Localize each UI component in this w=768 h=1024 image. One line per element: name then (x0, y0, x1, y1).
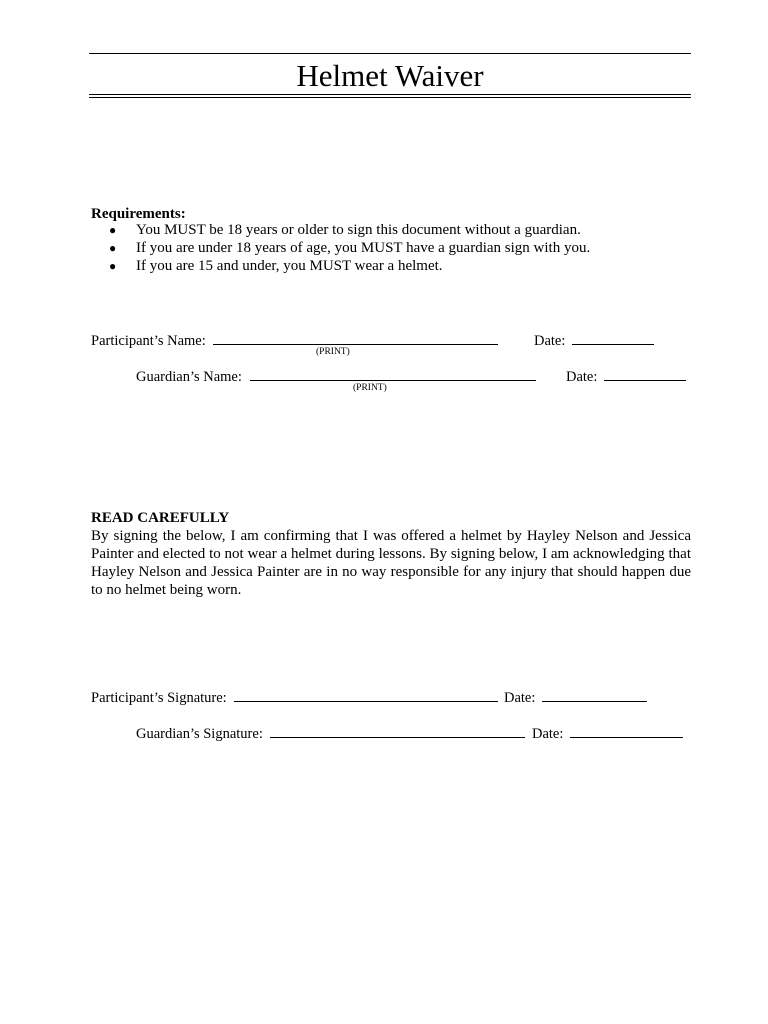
participant-name-label: Participant’s Name: (91, 333, 206, 349)
participant-signature-row (91, 687, 498, 707)
guardian-date-label: Date: (566, 369, 598, 385)
participant-signature-date-label: Date: (504, 690, 536, 706)
guardian-name-label: Guardian’s Name: (136, 369, 242, 385)
bullet-icon: ● (109, 223, 117, 237)
participant-signature-date-row (504, 687, 647, 707)
guardian-signature-field[interactable] (270, 723, 525, 738)
title-double-rule-upper (89, 94, 691, 95)
participant-date-row (534, 330, 654, 350)
guardian-name-row (136, 366, 536, 386)
participant-signature-label: Participant’s Signature: (91, 690, 227, 706)
guardian-name-field[interactable] (250, 366, 536, 381)
bullet-icon: ● (109, 259, 117, 273)
waiver-statement: By signing the below, I am confirming that I was offered a helmet by Hayley Nelson and Jessica Painter and elected to not wear a helmet during lessons. By signing below, I am acknowledging that Hayley Nelson and Jessica Painter are in no way responsible for any injury that should happen due to no helmet being worn. (91, 528, 691, 598)
participant-date-field[interactable] (572, 330, 654, 345)
guardian-signature-date-label: Date: (532, 726, 564, 742)
guardian-date-field[interactable] (604, 366, 686, 381)
guardian-date-row (566, 366, 686, 386)
participant-date-label: Date: (534, 333, 566, 349)
guardian-signature-date-row (532, 723, 683, 743)
participant-name-field[interactable] (213, 330, 498, 345)
guardian-signature-row (136, 723, 525, 743)
top-rule (89, 53, 691, 54)
participant-print-hint: (PRINT) (316, 347, 350, 357)
requirements-heading: Requirements: (91, 206, 186, 222)
requirement-item: ● If you are 15 and under, you MUST wear a helmet. (109, 258, 443, 274)
guardian-print-hint: (PRINT) (353, 383, 387, 393)
requirement-item: ● If you are under 18 years of age, you MUST have a guardian sign with you. (109, 240, 591, 256)
participant-name-row (91, 330, 498, 350)
requirement-item: ● You MUST be 18 years or older to sign this document without a guardian. (109, 222, 581, 238)
guardian-signature-label: Guardian’s Signature: (136, 726, 263, 742)
bullet-icon: ● (109, 241, 117, 255)
title-double-rule-lower (89, 97, 691, 98)
requirements-list (91, 221, 590, 275)
read-carefully-heading: READ CAREFULLY (91, 510, 230, 526)
participant-signature-date-field[interactable] (542, 687, 647, 702)
guardian-signature-date-field[interactable] (570, 723, 683, 738)
participant-signature-field[interactable] (234, 687, 498, 702)
document-title: Helmet Waiver (296, 58, 484, 93)
